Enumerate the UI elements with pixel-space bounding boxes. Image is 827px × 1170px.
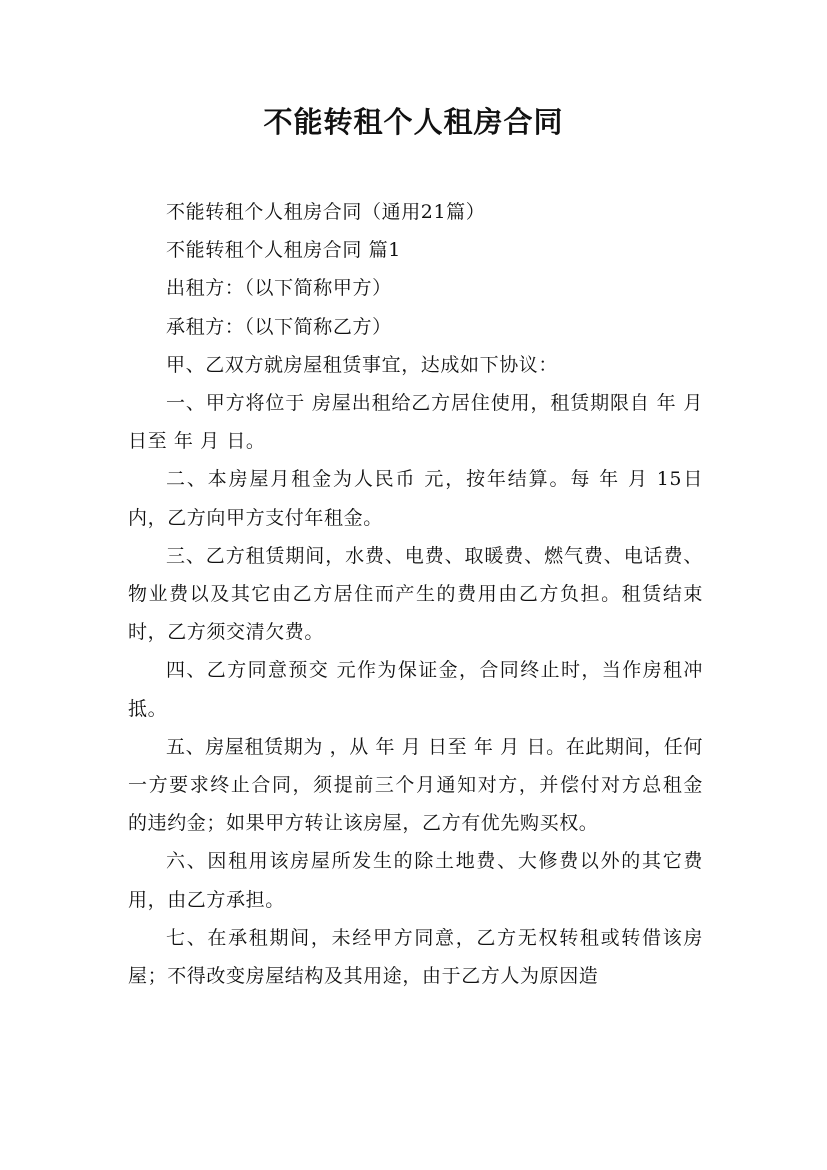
paragraph-clause-6: 六、因租用该房屋所发生的除土地费、大修费以外的其它费用，由乙方承担。 — [128, 850, 703, 911]
paragraph-clause-4: 四、乙方同意预交 元作为保证金，合同终止时，当作房租冲抵。 — [128, 659, 703, 720]
paragraph-lessee: 承租方：（以下简称乙方） — [166, 315, 392, 338]
paragraph-clause-2: 二、本房屋月租金为人民币 元，按年结算。每 年 月 15日内，乙方向甲方支付年租金。 — [128, 468, 703, 529]
paragraph-subtitle: 不能转租个人租房合同（通用21篇） — [166, 201, 486, 223]
paragraph-agreement-intro: 甲、乙双方就房屋租赁事宜，达成如下协议： — [166, 353, 559, 376]
paragraph-clause-7: 七、在承租期间，未经甲方同意，乙方无权转租或转借该房屋；不得改变房屋结构及其用途，由于乙方人为原因造 — [128, 926, 703, 988]
paragraph-clause-3: 三、乙方租赁期间，水费、电费、取暖费、燃气费、电话费、物业费以及其它由乙方居住而产生的费用由乙方负担。租赁结束时，乙方须交清欠费。 — [128, 544, 703, 644]
paragraph-section-heading: 不能转租个人租房合同 篇1 — [166, 239, 401, 262]
document-title: 不能转租个人租房合同 — [263, 105, 564, 139]
paragraph-clause-1: 一、甲方将位于 房屋出租给乙方居住使用，租赁期限自 年 月 日至 年 月 日。 — [128, 392, 703, 453]
document-body — [128, 193, 703, 995]
paragraph-lessor: 出租方：（以下简称甲方） — [166, 277, 392, 300]
paragraph-clause-5: 五、房屋租赁期为 ，从 年 月 日至 年 月 日。在此期间，任何一方要求终止合同，须提前三个月通知对方，并偿付对方总租金 的违约金；如果甲方转让该房屋，乙方有优先购买权。 — [128, 735, 703, 835]
